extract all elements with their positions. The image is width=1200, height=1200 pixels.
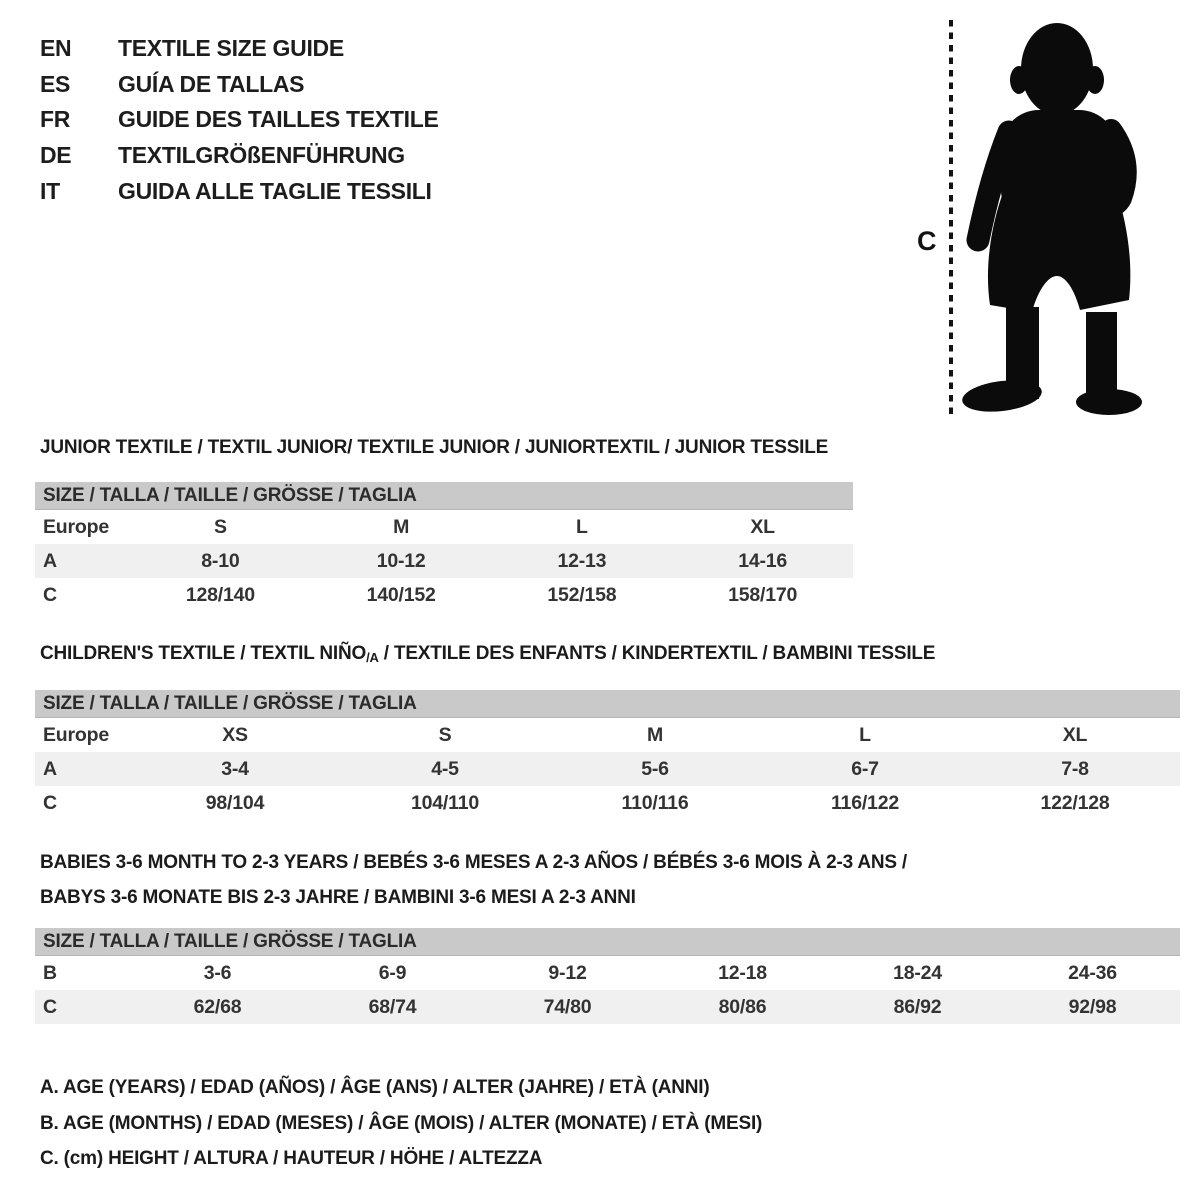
- table-cell: 8-10: [201, 549, 240, 572]
- table-cell: 80/86: [718, 995, 767, 1018]
- language-title: GUÍA DE TALLAS: [118, 70, 305, 97]
- table-cell: 5-6: [641, 757, 669, 780]
- table-cell: 86/92: [893, 995, 942, 1018]
- table-cell: 10-12: [376, 549, 426, 572]
- table-cell: 110/116: [621, 791, 689, 814]
- children-section-title: [40, 643, 935, 665]
- table-cell: 62/68: [193, 995, 242, 1018]
- language-row: [40, 102, 439, 138]
- language-row: [40, 173, 439, 209]
- table-cell: 9-12: [548, 961, 587, 984]
- row-label: C: [43, 791, 57, 814]
- table-cell: 24-36: [1068, 961, 1117, 984]
- table-cell: 152/158: [547, 583, 617, 606]
- babies-title-line2: BABYS 3-6 MONATE BIS 2-3 JAHRE / BAMBINI 3-6 MESI A 2-3 ANNI: [40, 887, 636, 908]
- table-row: [35, 752, 1180, 786]
- table-row: [35, 578, 853, 612]
- size-table-header: SIZE / TALLA / TAILLE / GRÖSSE / TAGLIA: [35, 928, 1180, 956]
- legend: [40, 1070, 762, 1177]
- table-row: [35, 510, 853, 544]
- language-title: GUIDE DES TAILLES TEXTILE: [118, 106, 439, 133]
- size-table-header: SIZE / TALLA / TAILLE / GRÖSSE / TAGLIA: [35, 482, 853, 510]
- babies-section-title: [40, 845, 907, 915]
- table-cell: 6-9: [378, 961, 407, 984]
- row-label: Europe: [43, 723, 109, 746]
- table-cell: 3-6: [203, 961, 232, 984]
- language-code: EN: [40, 35, 72, 62]
- row-label: A: [43, 549, 57, 572]
- table-row: [35, 990, 1180, 1024]
- table-cell: 12-13: [557, 549, 607, 572]
- row-label: A: [43, 757, 57, 780]
- language-row: [40, 31, 439, 67]
- children-title-prefix: CHILDREN'S TEXTILE / TEXTIL NIÑO: [40, 643, 367, 664]
- table-cell: 18-24: [893, 961, 942, 984]
- row-label: B: [43, 961, 57, 984]
- table-row: [35, 718, 1180, 752]
- language-title-list: [40, 31, 439, 209]
- height-c-label: C: [917, 226, 937, 256]
- table-row: [35, 786, 1180, 820]
- row-label: C: [43, 583, 57, 606]
- table-cell: XL: [1062, 723, 1088, 746]
- table-cell: 122/128: [1040, 791, 1110, 814]
- language-title: TEXTILGRÖßENFÜHRUNG: [118, 142, 405, 169]
- language-code: DE: [40, 142, 72, 169]
- table-cell: M: [646, 723, 664, 746]
- junior-size-table: [35, 482, 853, 612]
- children-title-sub: /A: [366, 650, 379, 665]
- table-cell: 3-4: [221, 757, 249, 780]
- junior-section-title: JUNIOR TEXTILE / TEXTIL JUNIOR/ TEXTILE JUNIOR / JUNIORTEXTIL / JUNIOR TESSILE: [40, 437, 829, 458]
- table-cell: L: [576, 515, 588, 538]
- language-title: TEXTILE SIZE GUIDE: [118, 35, 344, 62]
- table-cell: 92/98: [1068, 995, 1117, 1018]
- language-code: IT: [40, 177, 60, 204]
- table-cell: 68/74: [368, 995, 417, 1018]
- table-cell: 158/170: [728, 583, 798, 606]
- legend-line-a: A. AGE (YEARS) / EDAD (AÑOS) / ÂGE (ANS) / ALTER (JAHRE) / ETÀ (ANNI): [40, 1077, 710, 1098]
- babies-title-line1: BABIES 3-6 MONTH TO 2-3 YEARS / BEBÉS 3-6 MESES A 2-3 AÑOS / BÉBÉS 3-6 MOIS À 2-3 ANS /: [40, 852, 908, 873]
- toddler-silhouette-icon: [960, 23, 1142, 416]
- height-figure: [905, 12, 1155, 424]
- table-row: [35, 544, 853, 578]
- table-cell: L: [859, 723, 871, 746]
- table-cell: 98/104: [205, 791, 265, 814]
- children-title-suffix: / TEXTILE DES ENFANTS / KINDERTEXTIL / BAMBINI TESSILE: [378, 643, 936, 664]
- table-cell: M: [393, 515, 410, 538]
- language-title: GUIDA ALLE TAGLIE TESSILI: [118, 177, 432, 204]
- table-row: [35, 956, 1180, 990]
- row-label: C: [43, 995, 57, 1018]
- row-label: Europe: [43, 515, 109, 538]
- table-cell: 7-8: [1061, 757, 1089, 780]
- table-cell: XL: [750, 515, 775, 538]
- table-cell: 74/80: [543, 995, 592, 1018]
- table-cell: S: [213, 515, 227, 538]
- table-cell: 104/110: [410, 791, 479, 814]
- table-cell: 4-5: [431, 757, 459, 780]
- table-cell: 14-16: [738, 549, 788, 572]
- table-cell: 116/122: [830, 791, 899, 814]
- table-cell: 12-18: [718, 961, 767, 984]
- table-cell: 140/152: [366, 583, 436, 606]
- language-row: [40, 138, 439, 174]
- legend-line-b: B. AGE (MONTHS) / EDAD (MESES) / ÂGE (MOIS) / ALTER (MONATE) / ETÀ (MESI): [40, 1112, 763, 1134]
- language-code: FR: [40, 106, 71, 133]
- children-size-table: [35, 690, 1180, 820]
- legend-line-c: C. (cm) HEIGHT / ALTURA / HAUTEUR / HÖHE / ALTEZZA: [40, 1148, 543, 1169]
- size-table-header: SIZE / TALLA / TAILLE / GRÖSSE / TAGLIA: [35, 690, 1180, 718]
- table-cell: XS: [222, 723, 248, 746]
- table-cell: S: [438, 723, 452, 746]
- language-code: ES: [40, 70, 71, 97]
- table-cell: 128/140: [185, 583, 255, 606]
- babies-size-table: [35, 928, 1180, 1024]
- table-cell: 6-7: [851, 757, 879, 780]
- language-row: [40, 67, 439, 103]
